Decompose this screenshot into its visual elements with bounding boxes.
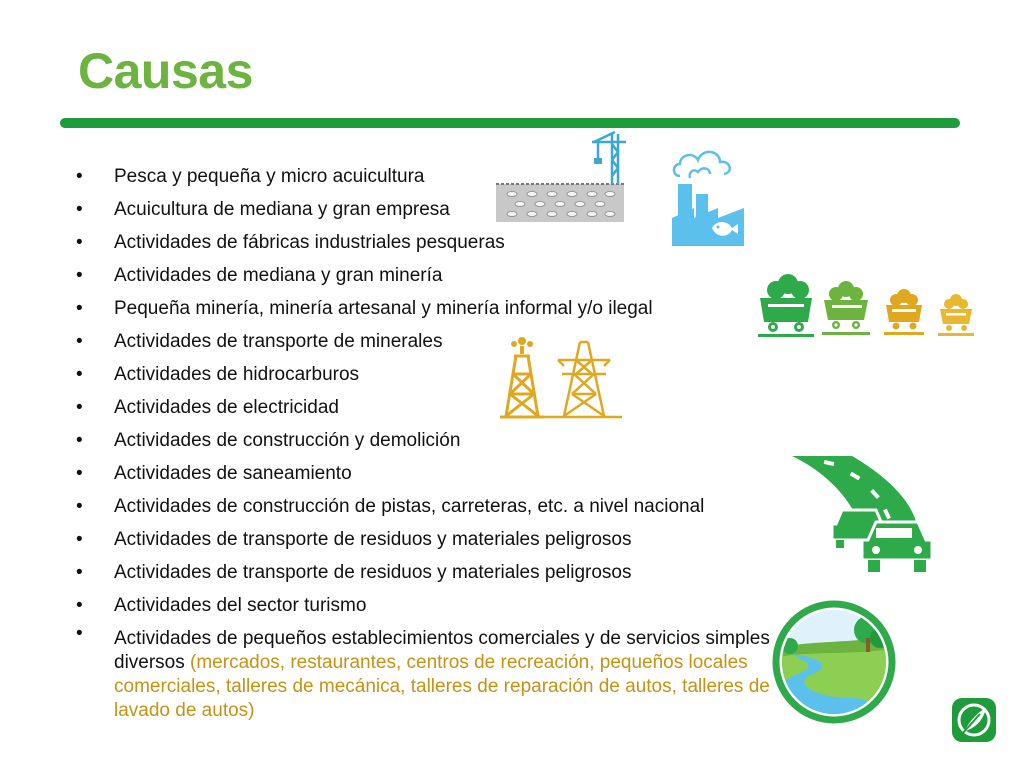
list-item: • Actividades de transporte de minerales bbox=[70, 325, 790, 358]
list-item: • Actividades de mediana y gran minería bbox=[70, 259, 790, 292]
list-item bbox=[70, 622, 790, 723]
list-item: • Acuicultura de mediana y gran empresa bbox=[70, 193, 790, 226]
list-item: • Actividades de transporte de residuos y materiales peligrosos bbox=[70, 523, 790, 556]
list-item: • Actividades de construcción y demolición bbox=[70, 424, 790, 457]
road-cars-icon bbox=[790, 448, 940, 578]
list-item-text: Actividades de pequeños establecimientos comerciales y de servicios simples diversos bbox=[114, 628, 770, 673]
list-item: • Pequeña minería, minería artesanal y minería informal y/o ilegal bbox=[70, 292, 790, 325]
title-divider bbox=[60, 118, 960, 128]
list-item: • Pesca y pequeña y micro acuicultura bbox=[70, 160, 790, 193]
list-item-examples: (mercados, restaurantes, centros de recreación, pequeños locales comerciales, talleres de mecánica, talleres de reparación de autos, talleres de lavado de autos) bbox=[114, 652, 770, 721]
list-item: • Actividades de fábricas industriales pesqueras bbox=[70, 226, 790, 259]
list-item: • Actividades de saneamiento bbox=[70, 457, 790, 490]
aquaculture-crane-icon bbox=[494, 130, 628, 226]
eco-logo-icon bbox=[950, 696, 998, 744]
list-item: • Actividades de electricidad bbox=[70, 391, 790, 424]
river-landscape-icon bbox=[772, 600, 896, 724]
power-tower-icon bbox=[544, 338, 624, 422]
list-item: • Actividades de construcción de pistas, carreteras, etc. a nivel nacional bbox=[70, 490, 790, 523]
slide-title: Causas bbox=[78, 43, 253, 99]
mine-cart-icon bbox=[756, 272, 976, 342]
oil-derrick-icon bbox=[498, 336, 546, 420]
fish-factory-icon bbox=[668, 138, 750, 250]
list-item: • Actividades del sector turismo bbox=[70, 589, 790, 622]
list-item: • Actividades de transporte de residuos y materiales peligrosos bbox=[70, 556, 790, 589]
list-item: • Actividades de hidrocarburos bbox=[70, 358, 790, 391]
